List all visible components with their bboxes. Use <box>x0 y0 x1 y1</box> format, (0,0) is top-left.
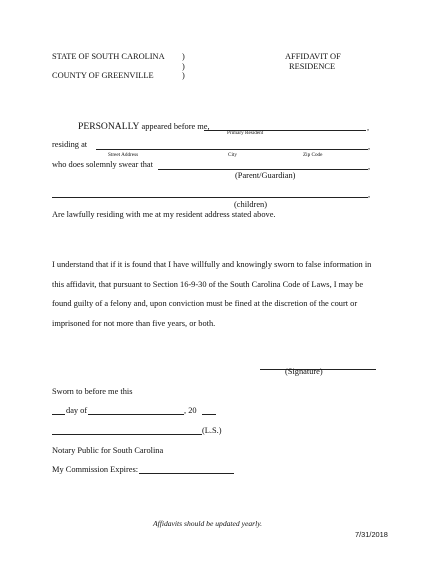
day-of-text: day of <box>66 406 88 415</box>
commission-expires-text: My Commission Expires: <box>52 465 139 474</box>
year-line[interactable] <box>202 414 216 415</box>
year-prefix: , 20 <box>184 406 197 415</box>
county-heading: COUNTY OF GREENVILLE <box>52 71 154 80</box>
children-label: (children) <box>234 200 268 209</box>
residing-at-text: residing at <box>52 140 88 149</box>
understand-line-1: I understand that if it is found that I have willfully and knowingly sworn to false information in <box>52 260 372 269</box>
address-line[interactable] <box>96 149 368 150</box>
understand-line-4: imprisoned for not more than five years, or both. <box>52 319 216 328</box>
comma-4: , <box>368 190 371 199</box>
personally-appeared-text <box>78 121 210 132</box>
comma-3: , <box>368 162 371 171</box>
footer-date: 7/31/2018 <box>355 530 388 539</box>
lawfully-residing-text: Are lawfully residing with me at my resident address stated above. <box>52 210 276 219</box>
zip-code-label: Zip Code <box>303 152 323 158</box>
parent-guardian-line[interactable] <box>158 169 368 170</box>
notary-public-text: Notary Public for South Carolina <box>52 446 164 455</box>
commission-expires-line[interactable] <box>139 473 234 474</box>
comma-1: , <box>367 123 370 132</box>
sworn-text: Sworn to before me this <box>52 387 133 396</box>
header-paren-3: ) <box>182 71 185 80</box>
day-line[interactable] <box>52 414 65 415</box>
state-heading: STATE OF SOUTH CAROLINA <box>52 52 165 61</box>
city-label: City <box>228 152 237 158</box>
parent-guardian-label: (Parent/Guardian) <box>235 171 296 180</box>
primary-resident-label: Primary Resident <box>227 130 264 136</box>
appeared-before-me: appeared before me, <box>139 122 210 131</box>
children-line[interactable] <box>52 197 368 198</box>
understand-line-2: this affidavit, that pursuant to Section 16-9-30 of the South Carolina Code of Laws, I may be <box>52 280 364 289</box>
update-note: Affidavits should be updated yearly. <box>153 519 263 528</box>
header-paren-2: ) <box>182 62 185 71</box>
document-title-line2: RESIDENCE <box>289 62 336 71</box>
notary-signature-line[interactable] <box>52 434 202 435</box>
personally-word: PERSONALLY <box>78 121 140 132</box>
street-address-label: Street Address <box>108 152 139 158</box>
header-paren-1: ) <box>182 52 185 61</box>
month-line[interactable] <box>88 414 184 415</box>
comma-2: , <box>368 142 371 151</box>
understand-line-3: found guilty of a felony and, upon conviction must be fined at the discretion of the court or <box>52 299 358 308</box>
signature-label: (Signature) <box>285 367 323 376</box>
swear-text: who does solemnly swear that <box>52 160 153 169</box>
ls-label: (L.S.) <box>202 426 222 435</box>
document-title-line1: AFFIDAVIT OF <box>285 52 341 61</box>
